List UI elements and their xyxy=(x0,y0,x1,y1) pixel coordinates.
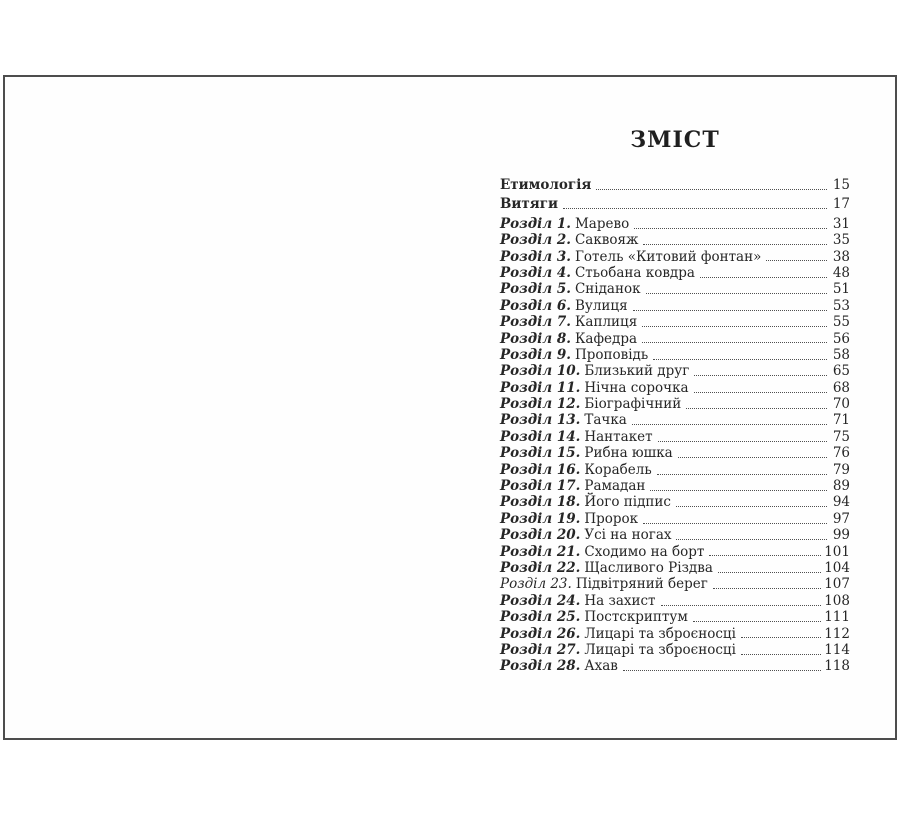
toc-entry-title: Корабель xyxy=(584,461,652,478)
toc-row xyxy=(500,298,850,314)
toc-chapter-number: Розділ 9. xyxy=(500,346,571,363)
toc-row xyxy=(500,380,850,396)
dot-leader xyxy=(694,392,827,393)
dot-leader xyxy=(658,441,827,442)
toc-page-number: 75 xyxy=(832,428,850,445)
toc-chapter-number: Розділ 20. xyxy=(500,527,581,544)
toc-row xyxy=(500,658,850,674)
toc-entry-title: Нантакет xyxy=(584,428,653,445)
toc-chapter-number: Розділ 19. xyxy=(500,510,581,527)
dot-leader xyxy=(642,326,827,327)
dot-leader xyxy=(632,424,827,425)
dot-leader xyxy=(643,244,827,245)
toc-entry-title: Нічна сорочка xyxy=(584,379,689,396)
dot-leader xyxy=(718,572,821,573)
toc-page-number: 111 xyxy=(824,609,850,626)
toc-entry-title: Марево xyxy=(574,215,630,232)
toc-entry-title: Саквояж xyxy=(574,232,639,249)
toc-page-number: 15 xyxy=(832,177,850,193)
dot-leader xyxy=(766,260,827,261)
toc-chapter-number: Розділ 14. xyxy=(500,428,581,445)
dot-leader xyxy=(713,588,821,589)
toc-entry-label xyxy=(500,658,618,674)
toc-entry-title: Підвітряний берег xyxy=(575,576,708,593)
dot-leader xyxy=(634,228,827,229)
toc-chapter-number: Розділ 25. xyxy=(500,609,581,626)
toc-chapter-number: Розділ 12. xyxy=(500,396,581,413)
toc-chapter-number: Розділ 13. xyxy=(500,412,581,429)
toc-entry-title: Кафедра xyxy=(574,330,638,347)
toc-row xyxy=(500,363,850,379)
toc-page-number: 55 xyxy=(832,314,850,331)
toc-page-number: 76 xyxy=(832,445,850,462)
toc-row xyxy=(500,177,850,193)
toc-chapter-number: Розділ 11. xyxy=(500,379,581,396)
toc-entry-title: Витяги xyxy=(500,196,559,213)
toc-entry-label xyxy=(500,363,689,379)
toc-row xyxy=(500,593,850,609)
dot-leader xyxy=(643,523,827,524)
dot-leader xyxy=(676,506,827,507)
toc-entry-label xyxy=(500,216,629,232)
toc-entry-title: Біографічний xyxy=(584,396,682,413)
toc-page-number: 51 xyxy=(832,281,850,298)
dot-leader xyxy=(686,408,827,409)
toc-page-number: 79 xyxy=(832,461,850,478)
toc-entry-label xyxy=(500,593,656,609)
toc-page-number: 114 xyxy=(824,641,850,658)
toc-entry-label xyxy=(500,511,638,527)
toc-entry-title: Проповідь xyxy=(574,346,649,363)
dot-leader xyxy=(741,637,821,638)
toc-entry-title: Пророк xyxy=(584,510,639,527)
dot-leader xyxy=(642,342,827,343)
dot-leader xyxy=(678,457,827,458)
toc-entry-label xyxy=(500,265,695,281)
toc-row xyxy=(500,462,850,478)
toc-page-number: 35 xyxy=(832,232,850,249)
toc-row xyxy=(500,576,850,592)
toc-entry-label xyxy=(500,609,688,625)
toc-page-number: 17 xyxy=(832,196,850,213)
toc-page-number: 99 xyxy=(832,527,850,544)
page-title: ЗМІСТ xyxy=(630,127,720,153)
toc-entry-title: Щасливого Різдва xyxy=(584,559,713,576)
toc-row xyxy=(500,429,850,445)
toc-row xyxy=(500,642,850,658)
dot-leader xyxy=(694,375,827,376)
toc-entry-title: Сходимо на борт xyxy=(584,543,705,560)
toc-row xyxy=(500,527,850,543)
toc-chapter-number: Розділ 15. xyxy=(500,445,581,462)
toc-entry-label xyxy=(500,626,736,642)
toc-entry-label xyxy=(500,642,736,658)
toc-entry-label xyxy=(500,249,761,265)
toc-entry-title: Етимологія xyxy=(500,177,592,193)
dot-leader xyxy=(657,474,827,475)
toc-entry-label xyxy=(500,331,637,347)
toc-page-number: 89 xyxy=(832,478,850,495)
toc-entry-title: Готель «Китовий фонтан» xyxy=(574,248,762,265)
toc-page-number: 53 xyxy=(832,297,850,314)
toc-entry-title: Усі на ногах xyxy=(584,527,672,544)
toc-page-number: 48 xyxy=(832,264,850,281)
toc-page-number: 38 xyxy=(832,248,850,265)
toc-page-number: 112 xyxy=(824,625,850,642)
toc-page-number: 97 xyxy=(832,510,850,527)
dot-leader xyxy=(646,293,827,294)
toc-entry-title: Сніданок xyxy=(574,281,641,298)
toc-page-number: 118 xyxy=(824,658,850,675)
toc-chapter-number: Розділ 18. xyxy=(500,494,581,511)
dot-leader xyxy=(661,605,822,606)
toc-chapter-number: Розділ 1. xyxy=(500,215,571,232)
toc-row xyxy=(500,544,850,560)
toc-page-number: 107 xyxy=(824,576,850,593)
toc-chapter-number: Розділ 24. xyxy=(500,592,581,609)
toc-entry-title: Рибна юшка xyxy=(584,445,673,462)
toc-row xyxy=(500,216,850,232)
toc-page-number: 101 xyxy=(824,543,850,560)
toc-chapter-number: Розділ 22. xyxy=(500,559,581,576)
dot-leader xyxy=(650,490,827,491)
toc-page-number: 71 xyxy=(832,412,850,429)
toc-entry-title: Тачка xyxy=(584,412,627,429)
table-of-contents xyxy=(500,177,850,675)
toc-chapter-number: Розділ 28. xyxy=(500,658,581,675)
toc-chapter-number: Розділ 2. xyxy=(500,232,571,249)
toc-entry-title: Близький друг xyxy=(584,363,690,380)
toc-chapter-number: Розділ 16. xyxy=(500,461,581,478)
toc-entry-title: Рамадан xyxy=(584,478,646,495)
toc-entry-label xyxy=(500,298,628,314)
toc-row xyxy=(500,478,850,494)
toc-row xyxy=(500,560,850,576)
toc-entry-title: Постскриптум xyxy=(584,609,688,626)
toc-entry-label xyxy=(500,314,637,330)
toc-entry-label xyxy=(500,177,591,193)
toc-row xyxy=(500,609,850,625)
toc-row xyxy=(500,511,850,527)
toc-row xyxy=(500,232,850,248)
toc-row xyxy=(500,396,850,412)
toc-entry-title: Каплиця xyxy=(574,314,638,331)
toc-entry-label xyxy=(500,396,681,412)
toc-entry-label xyxy=(500,478,645,494)
toc-chapter-number: Розділ 5. xyxy=(500,281,571,298)
toc-chapter-number: Розділ 21. xyxy=(500,543,581,560)
toc-row xyxy=(500,196,850,212)
toc-chapter-number: Розділ 26. xyxy=(500,625,581,642)
dot-leader xyxy=(633,310,827,311)
toc-page-number: 108 xyxy=(824,592,850,609)
toc-page-number: 65 xyxy=(832,363,850,380)
toc-row xyxy=(500,314,850,330)
toc-entry-label xyxy=(500,445,673,461)
toc-entry-label xyxy=(500,347,648,363)
toc-entry-title: Стьобана ковдра xyxy=(574,264,695,281)
toc-entry-label xyxy=(500,232,638,248)
toc-entry-label xyxy=(500,429,653,445)
toc-entry-label xyxy=(500,196,558,212)
toc-page-number: 68 xyxy=(832,379,850,396)
toc-entry-title: На захист xyxy=(584,592,656,609)
toc-row xyxy=(500,445,850,461)
toc-entry-label xyxy=(500,527,671,543)
toc-page-number: 104 xyxy=(824,559,850,576)
toc-row xyxy=(500,331,850,347)
toc-entry-label xyxy=(500,380,689,396)
toc-row xyxy=(500,412,850,428)
toc-entry-label xyxy=(500,576,708,592)
toc-entry-label xyxy=(500,544,704,560)
toc-page-number: 56 xyxy=(832,330,850,347)
toc-row xyxy=(500,265,850,281)
dot-leader xyxy=(709,555,821,556)
toc-row xyxy=(500,249,850,265)
toc-chapter-number: Розділ 27. xyxy=(500,641,581,658)
dot-leader xyxy=(693,621,821,622)
dot-leader xyxy=(653,359,827,360)
toc-entry-title: Ахав xyxy=(584,658,618,675)
toc-chapter-number: Розділ 10. xyxy=(500,363,581,380)
toc-entry-label xyxy=(500,462,652,478)
toc-chapter-number: Розділ 6. xyxy=(500,297,571,314)
toc-page-number: 70 xyxy=(832,396,850,413)
toc-entry-label xyxy=(500,281,641,297)
toc-chapter-number: Розділ 23. xyxy=(500,576,572,593)
toc-chapter-number: Розділ 4. xyxy=(500,264,571,281)
toc-entry-title: Його підпис xyxy=(584,494,671,511)
toc-chapter-number: Розділ 17. xyxy=(500,478,581,495)
toc-row xyxy=(500,281,850,297)
toc-entry-label xyxy=(500,412,627,428)
toc-page-number: 58 xyxy=(832,346,850,363)
toc-entry-title: Лицарі та зброєносці xyxy=(584,625,736,642)
toc-row xyxy=(500,494,850,510)
toc-page-number: 31 xyxy=(832,215,850,232)
dot-leader xyxy=(700,277,827,278)
dot-leader xyxy=(676,539,827,540)
dot-leader xyxy=(596,189,827,190)
toc-row xyxy=(500,347,850,363)
toc-chapter-number: Розділ 7. xyxy=(500,314,571,331)
dot-leader xyxy=(563,208,827,209)
toc-chapter-number: Розділ 8. xyxy=(500,330,571,347)
dot-leader xyxy=(623,670,821,671)
toc-row xyxy=(500,626,850,642)
toc-entry-title: Лицарі та зброєносці xyxy=(584,641,736,658)
toc-page-number: 94 xyxy=(832,494,850,511)
toc-entry-title: Вулиця xyxy=(574,297,628,314)
toc-chapter-number: Розділ 3. xyxy=(500,248,571,265)
toc-entry-label xyxy=(500,560,713,576)
toc-entry-label xyxy=(500,494,671,510)
dot-leader xyxy=(741,654,821,655)
